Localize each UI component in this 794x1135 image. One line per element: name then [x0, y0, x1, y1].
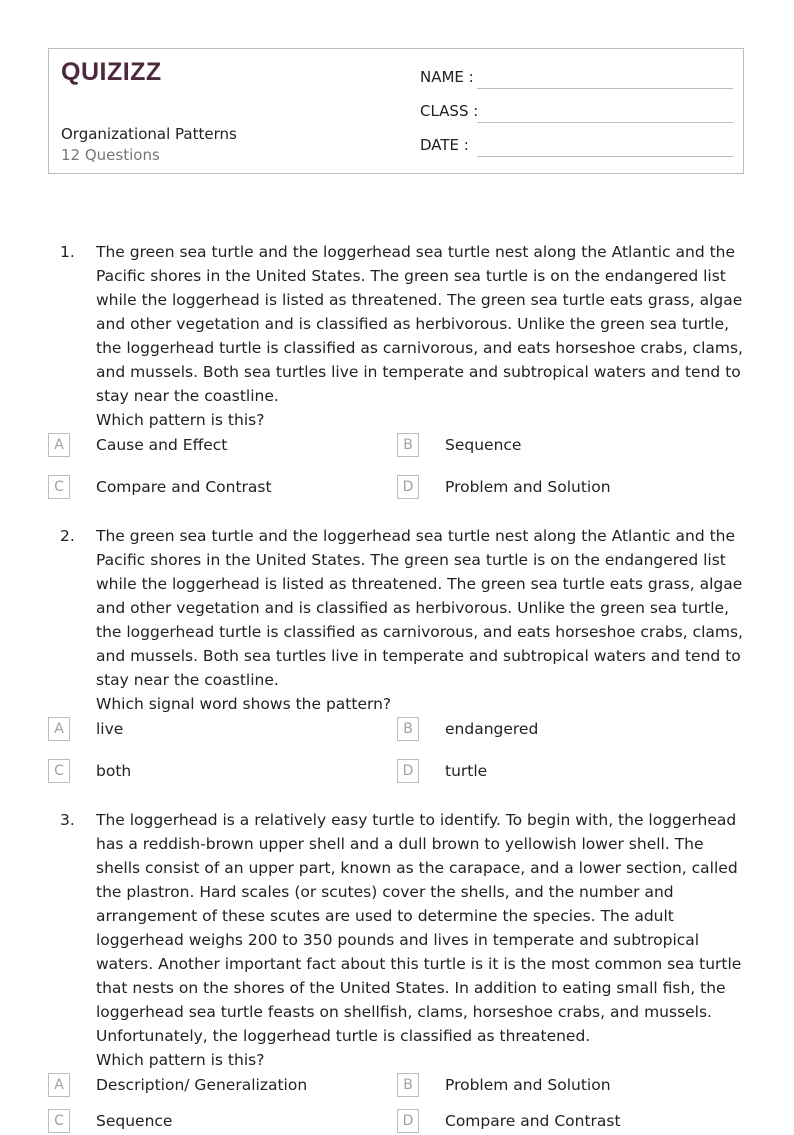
- option-text: Cause and Effect: [96, 436, 228, 454]
- option-text: Compare and Contrast: [445, 1112, 621, 1130]
- name-line[interactable]: [477, 88, 733, 89]
- option-text: Problem and Solution: [445, 478, 611, 496]
- option-text: Sequence: [96, 1112, 173, 1130]
- option-letter: D: [397, 759, 419, 783]
- worksheet-header: [48, 48, 744, 174]
- option-text: Compare and Contrast: [96, 478, 272, 496]
- date-label: DATE :: [420, 136, 469, 154]
- question-text: [96, 524, 748, 716]
- option-letter: B: [397, 717, 419, 741]
- option-text: Description/ Generalization: [96, 1076, 308, 1094]
- option-letter: C: [48, 1109, 70, 1133]
- option-letter: C: [48, 475, 70, 499]
- option-letter: C: [48, 759, 70, 783]
- question-prompt: Which pattern is this?: [96, 1051, 265, 1069]
- question-passage: The green sea turtle and the loggerhead sea turtle nest along the Atlantic and the Pacific shores in the United States. The green sea turtle is on the endangered list while the loggerhead is listed as threatened. The green sea turtle eats grass, algae and other vegetation and is classified as herbivorous. Unlike the green sea turtle, the loggerhead turtle is classified as carnivorous, and eats horseshoe crabs, clams, and mussels. Both sea turtles live in temperate and subtropical waters and tend to stay near the coastline.: [96, 527, 743, 689]
- question-number: 3.: [60, 811, 75, 829]
- name-label: NAME :: [420, 68, 474, 86]
- question-prompt: Which signal word shows the pattern?: [96, 695, 392, 713]
- question-number: 1.: [60, 243, 75, 261]
- option-letter: B: [397, 1073, 419, 1097]
- question-number: 2.: [60, 527, 75, 545]
- option-text: endangered: [445, 720, 539, 738]
- option-letter: D: [397, 1109, 419, 1133]
- question-count: 12 Questions: [61, 146, 160, 164]
- option-letter: B: [397, 433, 419, 457]
- question-text: [96, 808, 748, 1072]
- question-passage: The green sea turtle and the loggerhead sea turtle nest along the Atlantic and the Pacific shores in the United States. The green sea turtle is on the endangered list while the loggerhead is listed as threatened. The green sea turtle eats grass, algae and other vegetation and is classified as herbivorous. Unlike the green sea turtle, the loggerhead turtle is classified as carnivorous, and eats horseshoe crabs, clams, and mussels. Both sea turtles live in temperate and subtropical waters and tend to stay near the coastline.: [96, 243, 743, 405]
- option-text: live: [96, 720, 124, 738]
- option-letter: D: [397, 475, 419, 499]
- class-label: CLASS :: [420, 102, 479, 120]
- worksheet-title: Organizational Patterns: [61, 125, 237, 143]
- question-text: [96, 240, 748, 432]
- option-text: Sequence: [445, 436, 522, 454]
- option-letter: A: [48, 433, 70, 457]
- option-letter: A: [48, 1073, 70, 1097]
- option-text: turtle: [445, 762, 488, 780]
- class-line[interactable]: [477, 122, 733, 123]
- quizizz-logo: QUIZIZZ: [61, 58, 162, 86]
- date-line[interactable]: [477, 156, 733, 157]
- option-text: both: [96, 762, 132, 780]
- option-text: Problem and Solution: [445, 1076, 611, 1094]
- question-passage: The loggerhead is a relatively easy turtle to identify. To begin with, the loggerhead has a reddish-brown upper shell and a dull brown to yellowish lower shell. The shells consist of an upper part, known as the carapace, and a lower section, called the plastron. Hard scales (or scutes) cover the shells, and the number and arrangement of these scutes are used to determine the species. The adult loggerhead weighs 200 to 350 pounds and lives in temperate and subtropical waters. Another important fact about this turtle is it is the most common sea turtle that nests on the shores of the United States. In addition to eating small fish, the loggerhead sea turtle feasts on shellfish, clams, horseshoe crabs, and mussels. Unfortunately, the loggerhead turtle is classified as threatened.: [96, 811, 742, 1045]
- option-letter: A: [48, 717, 70, 741]
- question-prompt: Which pattern is this?: [96, 411, 265, 429]
